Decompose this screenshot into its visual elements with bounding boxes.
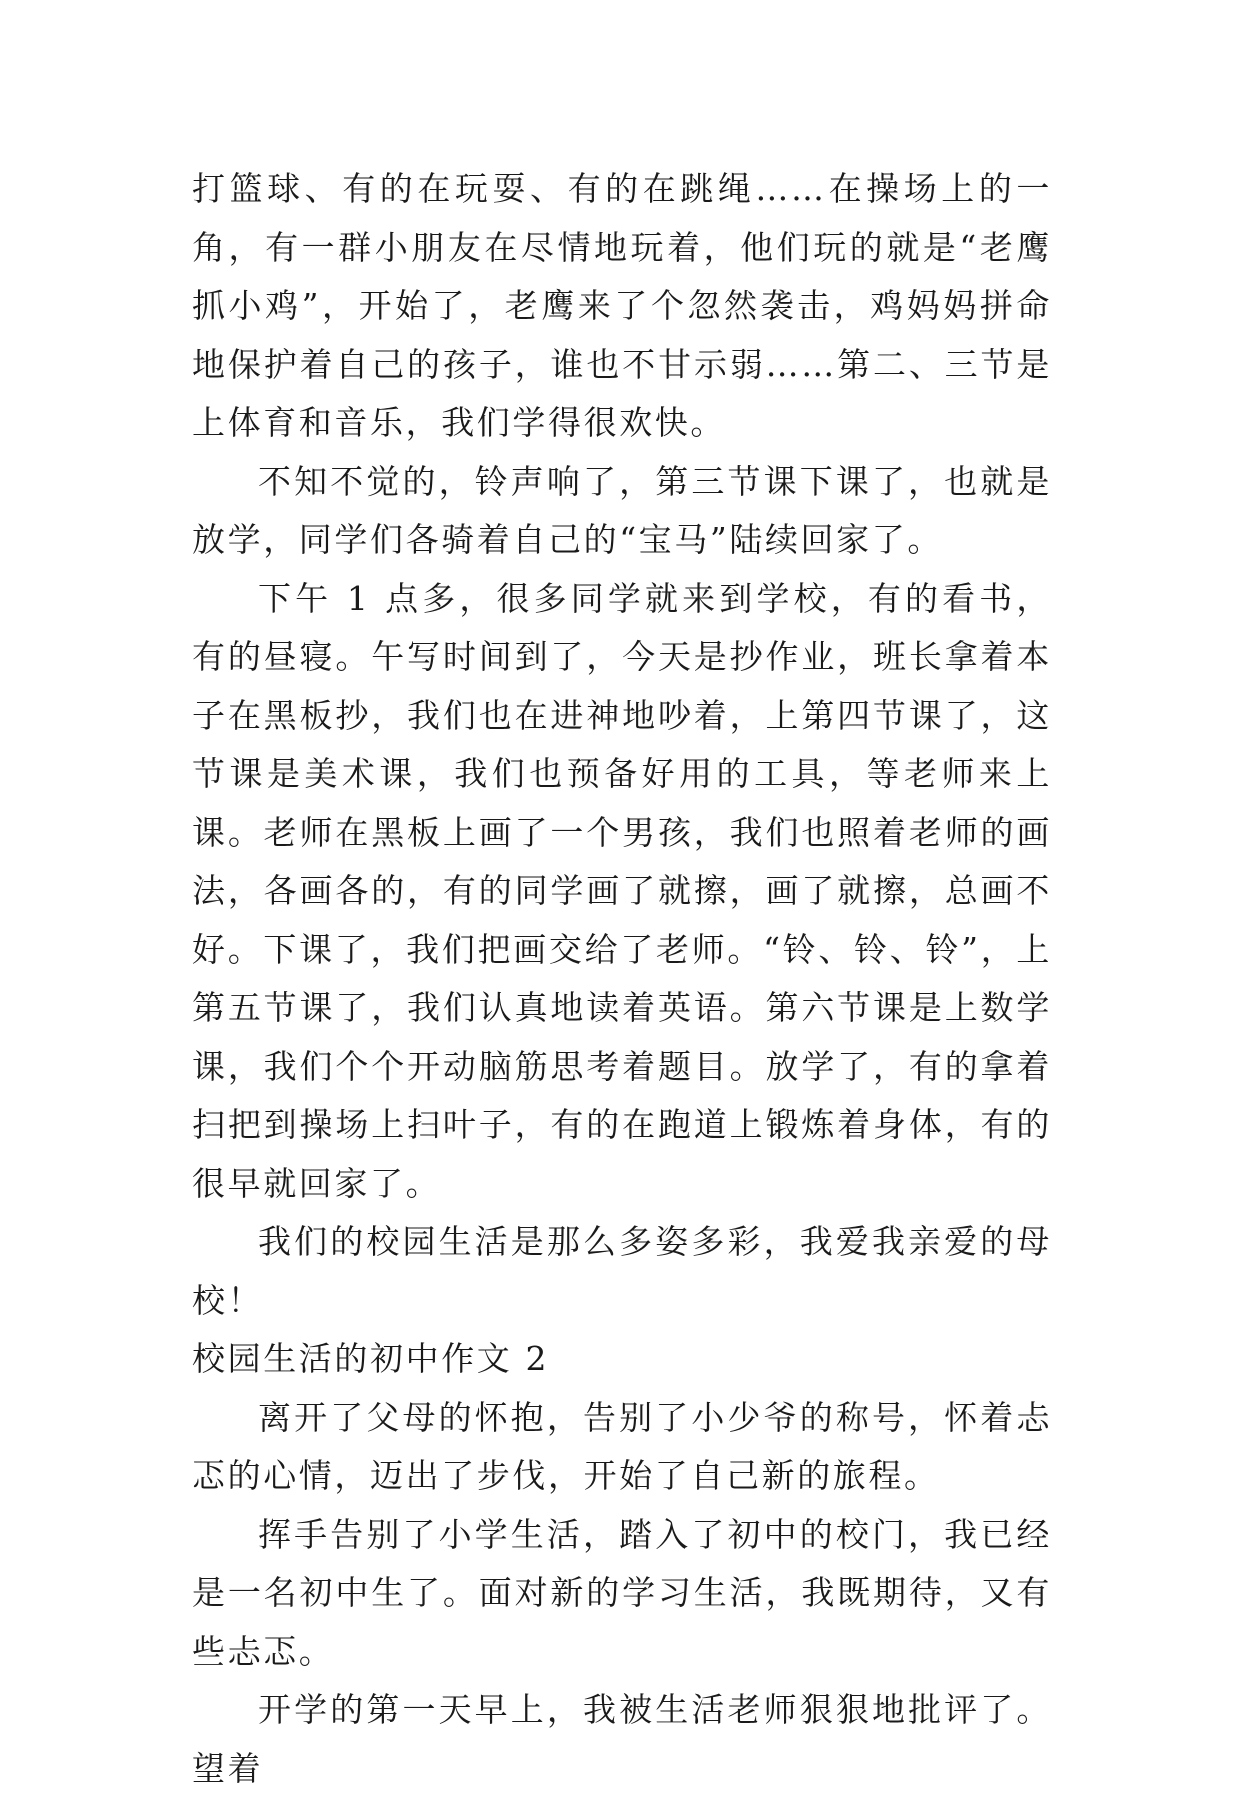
paragraph-playground: 打篮球、有的在玩耍、有的在跳绳……在操场上的一角，有一群小朋友在尽情地玩着，他们玩的就是“老鹰抓小鸡”，开始了，老鹰来了个忽然袭击，鸡妈妈拼命地保护着自己的孩子，谁也不甘示弱……第二、三节是上体育和音乐，我们学得很欢快。 bbox=[192, 169, 1052, 442]
paragraph-conclusion: 我们的校园生活是那么多姿多彩，我爱我亲爱的母校！ bbox=[192, 1222, 1052, 1320]
paragraph-middle-school: 挥手告别了小学生活，踏入了初中的校门，我已经是一名初中生了。面对新的学习生活，我既期待，又有些忐忑。 bbox=[192, 1514, 1052, 1671]
essay-heading: 校园生活的初中作文 2 bbox=[192, 1339, 550, 1378]
paragraph-afternoon: 下午 1 点多，很多同学就来到学校，有的看书，有的昼寝。午写时间到了，今天是抄作业，班长拿着本子在黑板抄，我们也在进神地吵着，上第四节课了，这节课是美术课，我们也预备好用的工具，等老师来上课。老师在黑板上画了一个男孩，我们也照着老师的画法，各画各的，有的同学画了就擦，画了就擦，总画不好。下课了，我们把画交给了老师。“铃、铃、铃”，上第五节课了，我们认真地读着英语。第六节课是上数学课，我们个个开动脑筋思考着题目。放学了，有的拿着扫把到操场上扫叶子，有的在跑道上锻炼着身体，有的很早就回家了。 bbox=[192, 578, 1052, 1203]
paragraph-leaving-parents: 离开了父母的怀抱，告别了小少爷的称号，怀着忐忑的心情，迈出了步伐，开始了自己新的旅程。 bbox=[192, 1397, 1052, 1495]
paragraph-first-day: 开学的第一天早上，我被生活老师狠狠地批评了。望着 bbox=[192, 1690, 1052, 1788]
document-body bbox=[192, 160, 1052, 1798]
paragraph-bell-rings: 不知不觉的，铃声响了，第三节课下课了，也就是放学，同学们各骑着自己的“宝马”陆续回家了。 bbox=[192, 461, 1052, 559]
